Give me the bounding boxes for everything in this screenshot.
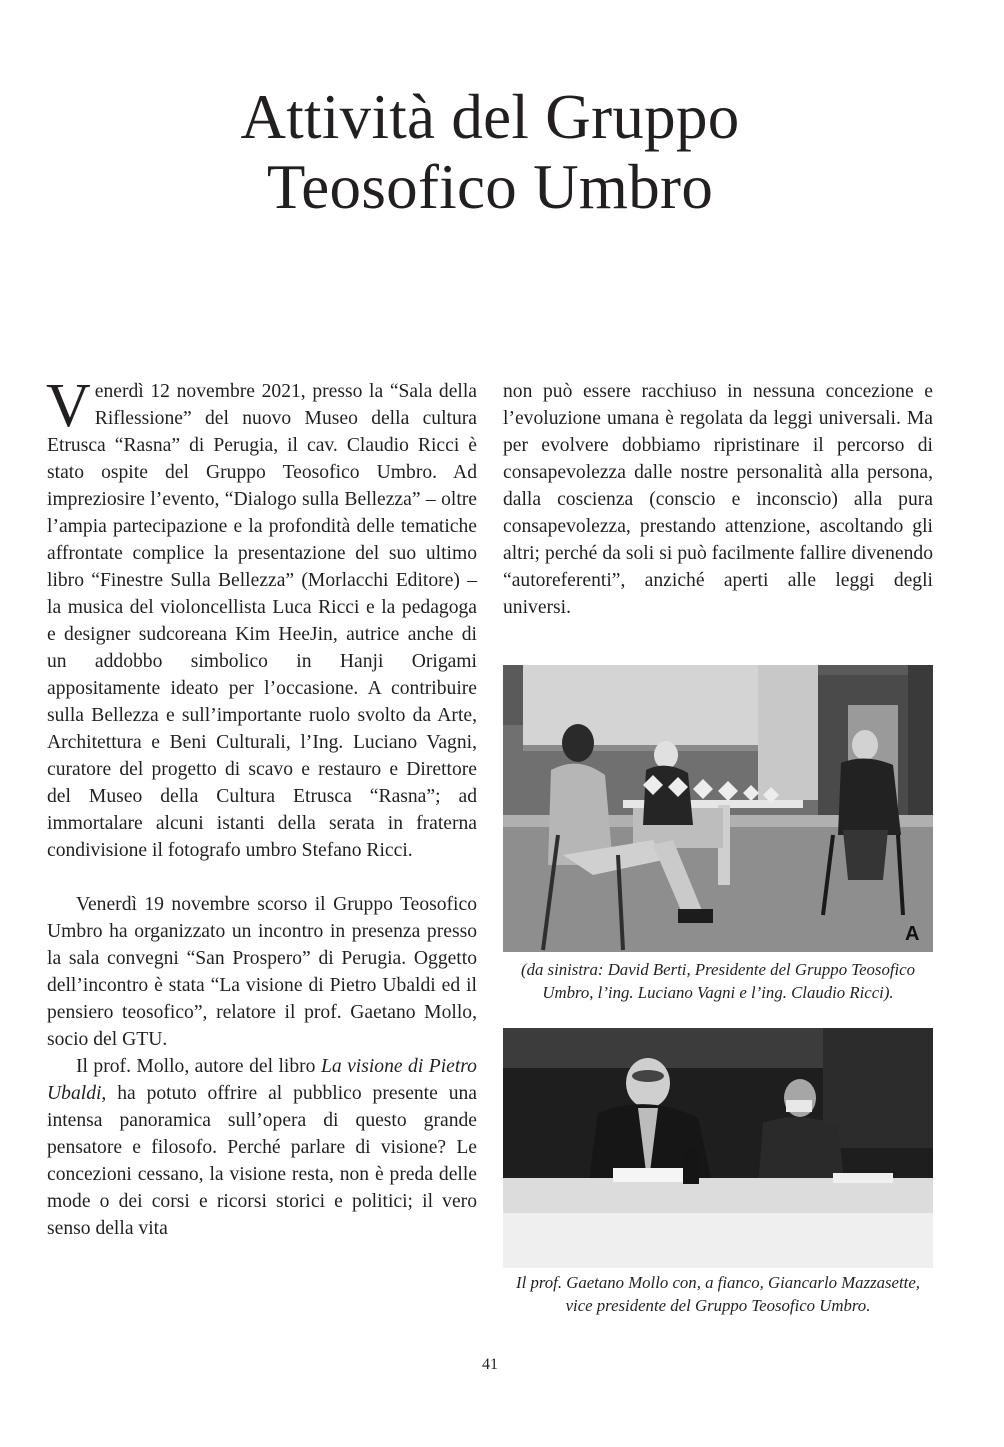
drop-cap: V	[46, 372, 91, 440]
paragraph-1	[46, 372, 477, 864]
paragraph-2: Venerdì 19 novembre scorso il Gruppo Teosofico Umbro ha organizzato un incontro in presenza presso la sala convegni “San Prospero” di Perugia. Oggetto dell’incontro è stata “La visione di Pietro Ubaldi ed il pensiero teosofico”, relatore il prof. Gaetano Mollo, socio del GTU.	[47, 894, 477, 1050]
paragraph-3-end: ha potuto offrire al pubblico presente una intensa panoramica sull’opera di questo grande pensatore e filosofo. Perché parlare di visione? Le concezioni cessano, la visione resta, non è preda delle mode o dei corsi e ricorsi storici e politici; il vero senso della vita	[47, 1083, 477, 1239]
photo-speakers-table	[503, 1028, 933, 1268]
photo-caption-2: Il prof. Gaetano Mollo con, a fianco, Giancarlo Mazzasette, vice presidente del Gruppo Teosofico Umbro.	[516, 1273, 920, 1315]
page-title	[0, 82, 980, 222]
paragraph-3-continued: non può essere racchiuso in nessuna concezione e l’evoluzione umana è regolata da leggi universali. Ma per evolvere dobbiamo ripristinare il percorso di consapevolezza dalle nostre personalità alla persona, dalla coscienza (conscio e inconscio) alla pura consapevolezza, prestando attenzione, ascoltando gli altri; perché da soli si può facilmente fallire divenendo “autoreferenti”, anziché aperti alle leggi degli universi.	[503, 381, 933, 618]
book-title: La visione di Pietro Ubaldi,	[47, 1056, 477, 1104]
title-line-1: Attività del Gruppo	[240, 82, 740, 152]
svg-text:A: A	[905, 923, 920, 945]
page-number: 41	[482, 1356, 498, 1373]
left-column	[46, 372, 477, 1242]
right-column	[503, 378, 933, 621]
paragraph-3-start: Il prof. Mollo, autore del libro	[76, 1056, 321, 1077]
paragraph-3	[47, 1053, 477, 1242]
photo-caption-1: (da sinistra: David Berti, Presidente del Gruppo Teosofico Umbro, l’ing. Luciano Vagni e l’ing. Claudio Ricci).	[520, 960, 915, 1002]
title-line-2: Teosofico Umbro	[266, 152, 714, 222]
photo-conference-panel	[503, 665, 933, 952]
paragraph-1-text: enerdì 12 novembre 2021, presso la “Sala della Riflessione” del nuovo Museo della cultura Etrusca “Rasna” di Perugia, il cav. Claudio Ricci è stato ospite del Gruppo Teosofico Umbro. Ad impreziosire l’evento, “Dialogo sulla Bellezza” – oltre l’ampia partecipazione e la profondità delle tematiche affrontate complice la presentazione del suo ultimo libro “Finestre Sulla Bellezza” (Morlacchi Editore) – la musica del violoncellista Luca Ricci e la pedagoga e designer sudcoreana Kim HeeJin, autrice anche di un addobbo simbolico in Hanji Origami appositamente ideato per l’occasione. A contribuire sulla Bellezza e sull’importante ruolo svolto da Arte, Architettura e Beni Culturali, l’Ing. Luciano Vagni, curatore del progetto di scavo e restauro e Direttore del Museo della Cultura Etrusca “Rasna”; ad immortalare alcuni istanti della serata in fraterna condivisione il fotografo umbro Stefano Ricci.	[47, 381, 477, 861]
